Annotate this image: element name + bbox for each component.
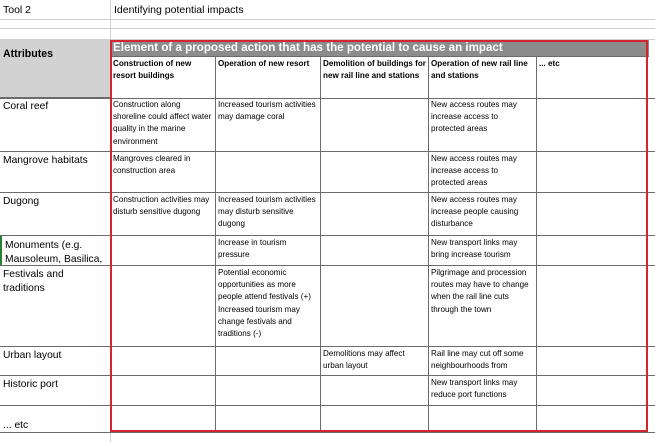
- table-row: [0, 152, 655, 193]
- impact-cell[interactable]: [537, 266, 648, 346]
- table-row: [0, 347, 655, 376]
- impact-cell[interactable]: [537, 376, 648, 405]
- table-row: [0, 193, 655, 236]
- impact-cell[interactable]: [216, 347, 321, 375]
- impact-cell[interactable]: [321, 236, 429, 265]
- sheet-subtitle[interactable]: Identifying potential impacts: [114, 4, 244, 16]
- empty-row: [0, 433, 655, 442]
- attribute-cell[interactable]: Dugong: [0, 193, 111, 235]
- impact-cell[interactable]: Rail line may cut off some neighbourhoods from: [429, 347, 537, 375]
- impact-cell[interactable]: [429, 406, 537, 432]
- table-row: [0, 98, 655, 152]
- impact-cell[interactable]: [321, 152, 429, 192]
- impact-cell[interactable]: Pilgrimage and procession routes may have to change when the rail line cuts through the town: [429, 266, 537, 346]
- column-header[interactable]: Operation of new rail line and stations: [429, 57, 537, 98]
- attribute-cell[interactable]: Urban layout: [0, 347, 111, 375]
- impact-cell[interactable]: [537, 406, 648, 432]
- column-header[interactable]: Operation of new resort: [216, 57, 321, 98]
- column-header[interactable]: ... etc: [539, 59, 560, 68]
- table-row: [0, 406, 655, 433]
- header-row: [0, 0, 655, 20]
- table-row: [0, 376, 655, 406]
- impact-cell[interactable]: Potential economic opportunities as more people attend festivals (+) Increased tourism may change festivals and traditions (-): [216, 266, 321, 346]
- impact-cell[interactable]: [537, 236, 648, 265]
- column-header[interactable]: Demolition of buildings for new rail line and stations: [321, 57, 429, 98]
- impact-cell[interactable]: Increased tourism activities may damage coral: [216, 98, 321, 151]
- attribute-cell[interactable]: ... etc: [0, 406, 111, 432]
- column-header[interactable]: Construction of new resort buildings: [111, 57, 216, 98]
- attribute-cell[interactable]: Coral reef: [0, 98, 111, 151]
- impact-cell[interactable]: [111, 266, 216, 346]
- impact-cell[interactable]: [111, 347, 216, 375]
- impact-cell[interactable]: Mangroves cleared in construction area: [111, 152, 216, 192]
- attribute-cell[interactable]: Festivals and traditions: [0, 266, 111, 346]
- column-headers: [0, 57, 655, 99]
- element-banner[interactable]: Element of a proposed action that has the potential to cause an impact: [111, 40, 649, 57]
- impact-cell[interactable]: New access routes may increase access to protected areas: [429, 152, 537, 192]
- empty-row: [0, 29, 655, 40]
- impact-cell[interactable]: New transport links may reduce port functions: [429, 376, 537, 405]
- impact-cell[interactable]: Construction along shoreline could affect water quality in the marine environment: [111, 98, 216, 151]
- impact-cell[interactable]: [321, 266, 429, 346]
- table-row: [0, 236, 655, 266]
- attribute-cell[interactable]: Historic port: [0, 376, 111, 405]
- tool-label[interactable]: Tool 2: [0, 0, 111, 19]
- impact-cell[interactable]: [111, 236, 216, 265]
- impact-cell[interactable]: Construction activities may disturb sensitive dugong: [111, 193, 216, 235]
- empty-cell[interactable]: [0, 433, 111, 442]
- impact-cell[interactable]: [321, 98, 429, 151]
- table-row: [0, 266, 655, 347]
- attributes-heading[interactable]: Attributes: [0, 40, 111, 98]
- impact-cell[interactable]: New access routes may increase access to protected areas: [429, 98, 537, 151]
- impact-cell[interactable]: [321, 376, 429, 405]
- impact-cell[interactable]: [216, 376, 321, 405]
- impact-cell[interactable]: [216, 152, 321, 192]
- empty-row: [0, 20, 655, 29]
- attribute-cell[interactable]: Mangrove habitats: [0, 152, 111, 192]
- impact-cell[interactable]: Increase in tourism pressure: [216, 236, 321, 265]
- impact-cell[interactable]: New transport links may bring increase tourism: [429, 236, 537, 265]
- empty-cell[interactable]: [0, 29, 111, 39]
- impact-cell[interactable]: New access routes may increase people causing disturbance: [429, 193, 537, 235]
- attribute-cell[interactable]: Monuments (e.g. Mausoleum, Basilica,: [0, 236, 111, 265]
- impact-cell[interactable]: [111, 376, 216, 405]
- impact-cell[interactable]: [537, 347, 648, 375]
- impact-cell[interactable]: Demolitions may affect urban layout: [321, 347, 429, 375]
- impact-cell[interactable]: [216, 406, 321, 432]
- impact-cell[interactable]: [111, 406, 216, 432]
- impact-cell[interactable]: [537, 193, 648, 235]
- impact-cell[interactable]: [537, 98, 648, 151]
- impact-cell[interactable]: [321, 406, 429, 432]
- impact-cell[interactable]: [321, 193, 429, 235]
- empty-cell[interactable]: [0, 20, 111, 28]
- impact-cell[interactable]: Increased tourism activities may disturb sensitive dugong: [216, 193, 321, 235]
- impact-cell[interactable]: [537, 152, 648, 192]
